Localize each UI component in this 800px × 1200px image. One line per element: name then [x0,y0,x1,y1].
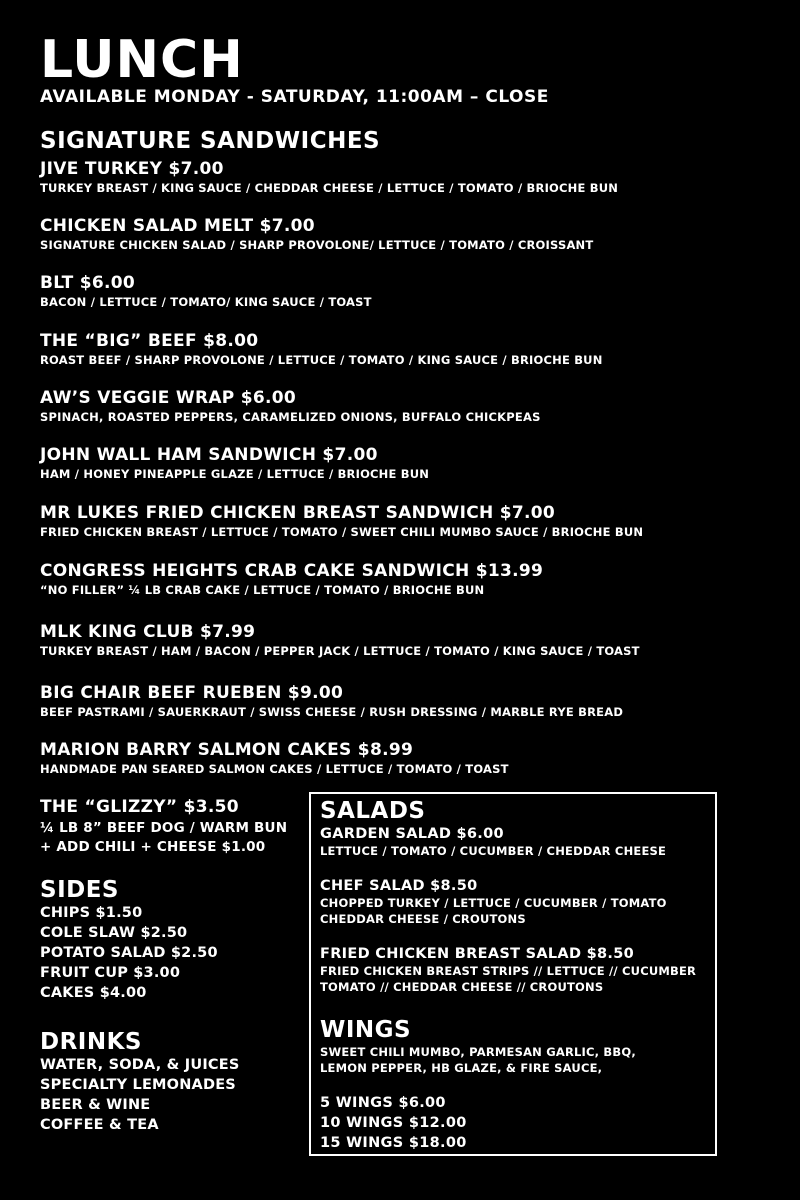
item-description: CHEDDAR CHEESE / CROUTONS [320,912,526,926]
item-description: HAM / HONEY PINEAPPLE GLAZE / LETTUCE / BRIOCHE BUN [40,467,430,481]
item-name: THE “GLIZZY” $3.50 [40,797,239,817]
wings-sauces [320,1044,636,1076]
item-name: BIG CHAIR BEEF RUEBEN $9.00 [40,683,344,703]
item-description: BEEF PASTRAMI / SAUERKRAUT / SWISS CHEESE / RUSH DRESSING / MARBLE RYE BREAD [40,705,624,719]
item-description: TURKEY BREAST / KING SAUCE / CHEDDAR CHEESE / LETTUCE / TOMATO / BRIOCHE BUN [40,181,619,195]
menu-item-fried-chicken-sandwich [40,502,643,540]
item-addon: + ADD CHILI + CHEESE $1.00 [40,839,266,855]
wings-prices [320,1093,467,1153]
item-name: GARDEN SALAD $6.00 [320,826,504,842]
item-name: FRIED CHICKEN BREAST SALAD $8.50 [320,946,634,962]
menu-item-jive-turkey [40,158,618,196]
menu-item-chicken-salad-melt [40,215,593,253]
section-heading-wings: WINGS [320,1017,412,1043]
sauce-line: LEMON PEPPER, HB GLAZE, & FIRE SAUCE, [320,1061,603,1075]
section-heading-salads: SALADS [320,798,426,824]
menu-item-garden-salad [320,825,666,859]
section-heading-sides: SIDES [40,877,119,903]
list-item: 5 WINGS $6.00 [320,1095,446,1111]
menu-item-veggie-wrap [40,387,541,425]
item-description: SIGNATURE CHICKEN SALAD / SHARP PROVOLONE/ LETTUCE / TOMATO / CROISSANT [40,238,594,252]
menu-item-crab-cake-sandwich [40,560,543,598]
item-name: MR LUKES FRIED CHICKEN BREAST SANDWICH $7.00 [40,503,555,523]
drinks-list [40,1055,240,1135]
item-name: THE “BIG” BEEF $8.00 [40,331,259,351]
item-description: TOMATO // CHEDDAR CHEESE // CROUTONS [320,980,604,994]
item-name: BLT $6.00 [40,273,135,293]
item-description: ROAST BEEF / SHARP PROVOLONE / LETTUCE / TOMATO / KING SAUCE / BRIOCHE BUN [40,353,603,367]
list-item: CHIPS $1.50 [40,905,143,921]
sides-list [40,903,218,1003]
availability-subtitle: AVAILABLE MONDAY - SATURDAY, 11:00AM – CLOSE [40,87,549,107]
item-name: MARION BARRY SALMON CAKES $8.99 [40,740,414,760]
list-item: CAKES $4.00 [40,985,147,1001]
menu-item-chef-salad [320,877,667,927]
list-item: WATER, SODA, & JUICES [40,1057,240,1073]
item-name: JIVE TURKEY $7.00 [40,159,224,179]
item-description: SPINACH, ROASTED PEPPERS, CARAMELIZED ONIONS, BUFFALO CHICKPEAS [40,410,541,424]
section-heading-drinks: DRINKS [40,1029,142,1055]
menu-item-big-beef [40,330,603,368]
menu-item-king-club [40,621,640,659]
item-name: CHEF SALAD $8.50 [320,878,478,894]
item-name: MLK KING CLUB $7.99 [40,622,256,642]
menu-item-salmon-cakes [40,739,509,777]
item-description: ¼ LB 8” BEEF DOG / WARM BUN [40,820,288,836]
item-description: FRIED CHICKEN BREAST / LETTUCE / TOMATO / SWEET CHILI MUMBO SAUCE / BRIOCHE BUN [40,525,644,539]
item-name: CONGRESS HEIGHTS CRAB CAKE SANDWICH $13.99 [40,561,544,581]
section-heading-sandwiches: SIGNATURE SANDWICHES [40,128,381,154]
list-item: POTATO SALAD $2.50 [40,945,218,961]
menu-item-glizzy [40,796,287,857]
menu-item-blt [40,272,372,310]
item-description: “NO FILLER” ¼ LB CRAB CAKE / LETTUCE / TOMATO / BRIOCHE BUN [40,583,485,597]
menu-item-ham-sandwich [40,444,429,482]
item-name: AW’S VEGGIE WRAP $6.00 [40,388,297,408]
list-item: 10 WINGS $12.00 [320,1115,467,1131]
menu-item-beef-rueben [40,682,623,720]
list-item: SPECIALTY LEMONADES [40,1077,236,1093]
item-description: TURKEY BREAST / HAM / BACON / PEPPER JACK / LETTUCE / TOMATO / KING SAUCE / TOAST [40,644,640,658]
list-item: COFFEE & TEA [40,1117,159,1133]
item-description: FRIED CHICKEN BREAST STRIPS // LETTUCE // CUCUMBER [320,964,697,978]
page-title: LUNCH [40,30,244,90]
list-item: BEER & WINE [40,1097,151,1113]
sauce-line: SWEET CHILI MUMBO, PARMESAN GARLIC, BBQ, [320,1045,636,1059]
item-name: JOHN WALL HAM SANDWICH $7.00 [40,445,378,465]
item-description: BACON / LETTUCE / TOMATO/ KING SAUCE / TOAST [40,295,372,309]
list-item: COLE SLAW $2.50 [40,925,188,941]
item-description: HANDMADE PAN SEARED SALMON CAKES / LETTUCE / TOMATO / TOAST [40,762,509,776]
item-name: CHICKEN SALAD MELT $7.00 [40,216,315,236]
menu-item-fried-chicken-salad [320,945,696,995]
item-description: LETTUCE / TOMATO / CUCUMBER / CHEDDAR CHEESE [320,844,667,858]
item-description: CHOPPED TURKEY / LETTUCE / CUCUMBER / TOMATO [320,896,667,910]
list-item: FRUIT CUP $3.00 [40,965,181,981]
list-item: 15 WINGS $18.00 [320,1135,467,1151]
